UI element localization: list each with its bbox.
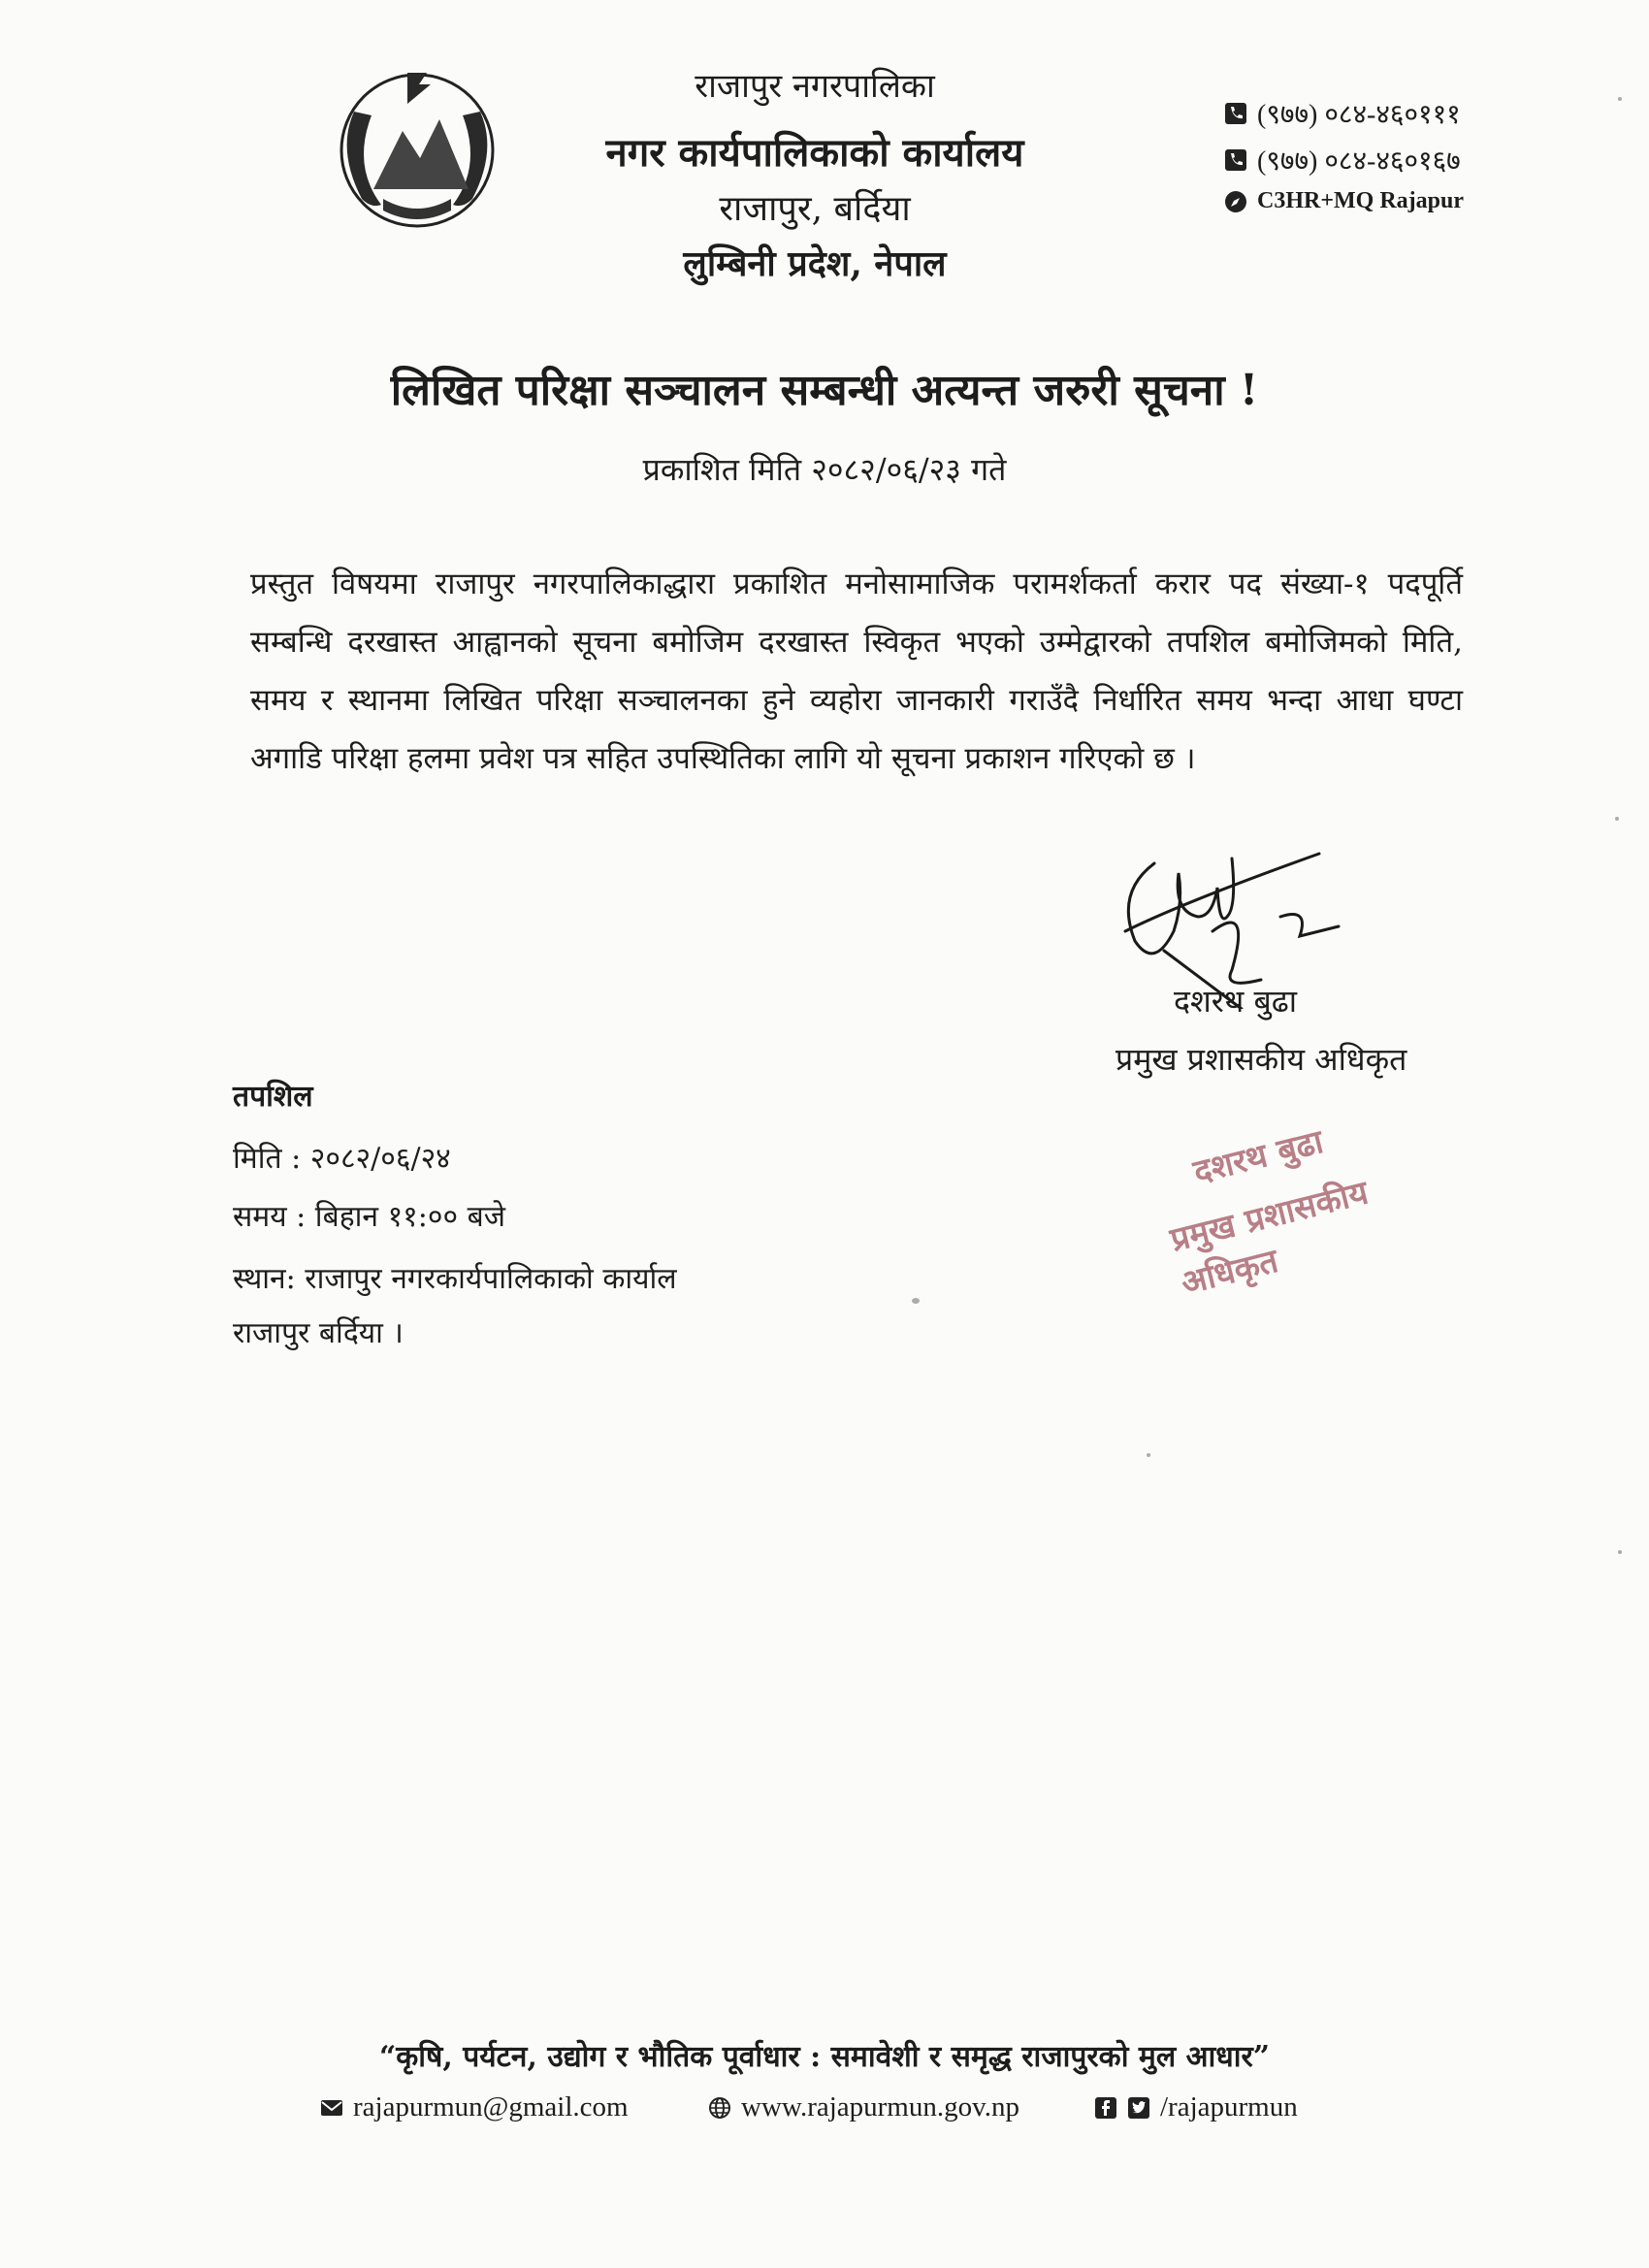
schedule-place-2: राजापुर बर्दिया । xyxy=(233,1316,404,1350)
scan-speck xyxy=(1615,817,1619,821)
compass-icon xyxy=(1224,190,1247,213)
notice-body: प्रस्तुत विषयमा राजापुर नगरपालिकाद्धारा प्रकाशित मनोसामाजिक परामर्शकर्ता करार पद संख्या-१ पदपूर्ति सम्बन्धि दरखास्त आह्वानको सूचना बमोजिम दरखास्त स्विकृत भएको उम्मेद्वारको तपशिल बमोजिमको मिति, समय र स्थानमा लिखित परिक्षा सञ्चालनका हुने व्यहोरा जानकारी गराउँदै निर्धारित समय भन्दा आधा घण्टा अगाडि परिक्षा हलमा प्रवेश पत्र सहित उपस्थितिका लागि यो सूचना प्रकाशन गरिएको छ । xyxy=(250,567,1463,776)
province-country: लुम्बिनी प्रदेश, नेपाल xyxy=(683,243,947,284)
scan-speck xyxy=(1618,97,1622,101)
official-stamp xyxy=(1139,1075,1489,1312)
plus-code: C3HR+MQ Rajapur xyxy=(1257,188,1464,213)
schedule-heading: तपशिल xyxy=(233,1080,313,1114)
stamp-name: दशरथ बुढा xyxy=(1189,1121,1328,1192)
signer-name: दशरथ बुढा xyxy=(1174,983,1298,1020)
schedule-time: समय : बिहान ११:०० बजे xyxy=(233,1200,506,1234)
website-text: www.rajapurmun.gov.np xyxy=(741,2091,1019,2122)
scan-speck xyxy=(1618,1550,1622,1554)
phone-icon xyxy=(1224,102,1247,125)
phone-number-2: (९७७) ०८४-४६०१६७ xyxy=(1257,146,1461,177)
social-handle: /rajapurmun xyxy=(1160,2091,1298,2122)
office-name: नगर कार्यपालिकाको कार्यालय xyxy=(605,130,1024,176)
published-date: प्रकाशित मिति २०८२/०६/२३ गते xyxy=(642,451,1007,488)
municipality-name: राजापुर नगरपालिका xyxy=(695,67,935,106)
notice-title: लिखित परिक्षा सञ्चालन सम्बन्धी अत्यन्त जरुरी सूचना ! xyxy=(390,366,1259,415)
email-text: rajapurmun@gmail.com xyxy=(353,2091,629,2122)
contact-location xyxy=(1224,188,1464,214)
contact-phone-1 xyxy=(1224,95,1461,132)
globe-icon xyxy=(708,2096,731,2120)
envelope-icon xyxy=(320,2096,343,2120)
phone-number-1: (९७७) ०८४-४६०१११ xyxy=(1257,100,1461,130)
contact-phone-2 xyxy=(1224,142,1461,178)
phone-icon xyxy=(1224,148,1247,172)
signer-title: प्रमुख प्रशासकीय अधिकृत xyxy=(1116,1041,1407,1078)
scan-speck xyxy=(912,1298,920,1304)
footer-email xyxy=(320,2091,629,2123)
scan-speck xyxy=(1147,1453,1150,1457)
stamp-title: प्रमुख प्रशासकीय अधिकृत xyxy=(1166,1173,1373,1304)
footer-website xyxy=(708,2091,1019,2123)
office-address: राजापुर, बर्दिया xyxy=(719,189,911,229)
schedule-date: मिति : २०८२/०६/२४ xyxy=(233,1142,451,1176)
twitter-icon xyxy=(1127,2096,1150,2120)
schedule-place: स्थान: राजापुर नगरकार्यपालिकाको कार्याल xyxy=(233,1262,677,1296)
facebook-icon xyxy=(1094,2096,1117,2120)
footer-social xyxy=(1094,2091,1298,2123)
footer-slogan: “कृषि, पर्यटन, उद्योग र भौतिक पूर्वाधार : समावेशी र समृद्ध राजापुरको मुल आधार” xyxy=(378,2040,1271,2074)
nepal-emblem-icon xyxy=(315,53,519,238)
